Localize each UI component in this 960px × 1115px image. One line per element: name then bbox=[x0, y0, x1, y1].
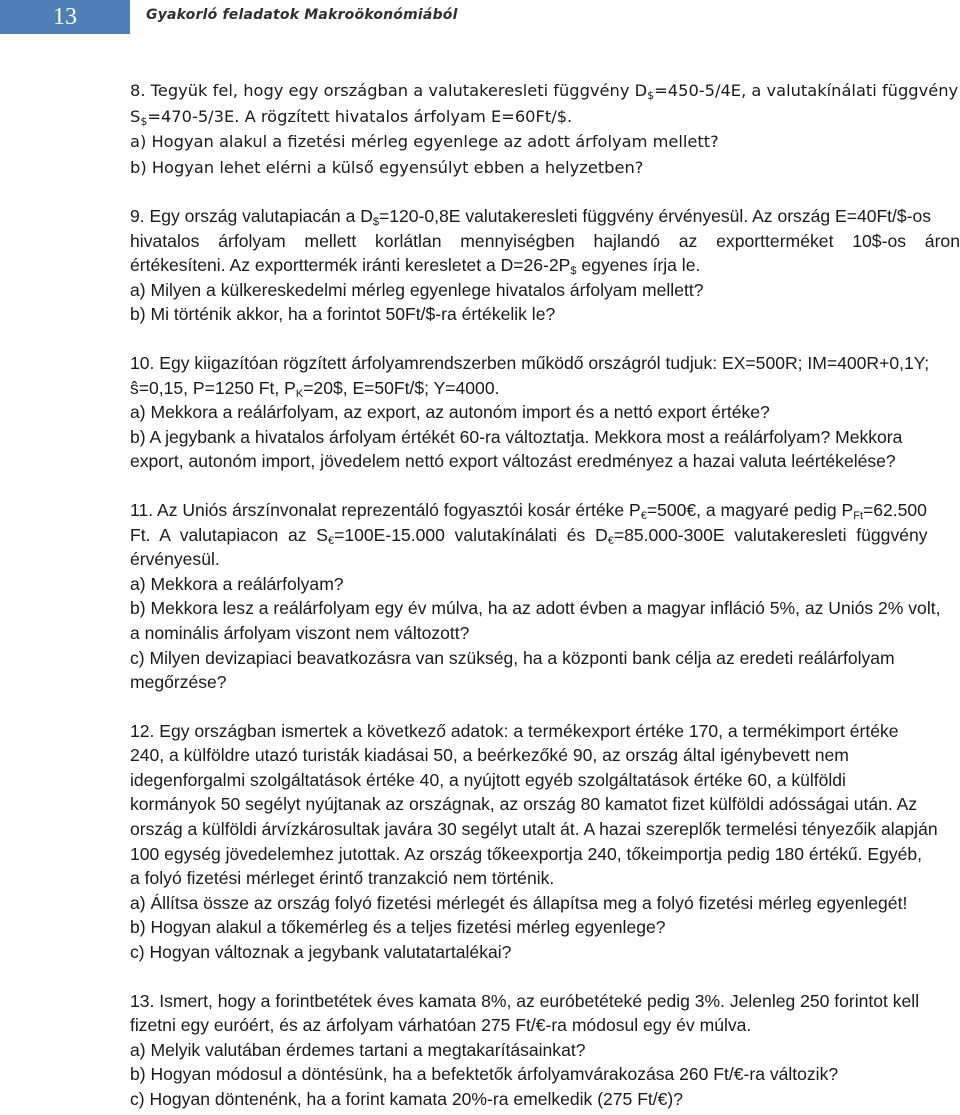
exercise-13-question-c: c) Hogyan döntenénk, ha a forint kamata 20%-ra emelkedik (275 Ft/€)? bbox=[130, 1089, 684, 1109]
exercise-11-question-a: a) Mekkora a reálárfolyam? bbox=[130, 573, 344, 594]
exercise-12-line: 240, a külföldre utazó turisták kiadásai 50, a beérkezőké 90, az ország által igénybevett nem bbox=[130, 745, 849, 766]
exercise-11-line: érvényesül. bbox=[130, 549, 220, 570]
exercise-10-line: 10. Egy kiigazítóan rögzített árfolyamrendszerben működő országról tudjuk: EX=500R; IM=400R+0,1Y; bbox=[130, 352, 930, 373]
exercise-10 bbox=[130, 351, 960, 474]
exercise-13-line: 13. Ismert, hogy a forintbetétek éves kamata 8%, az euróbetéteké pedig 3%. Jelenleg 250 forintot kell bbox=[130, 990, 920, 1011]
exercise-12-line: a folyó fizetési mérleget érintő tranzakció nem történik. bbox=[130, 868, 555, 889]
exercise-9-question-b: b) Mi történik akkor, ha a forintot 50Ft/$-ra értékelik le? bbox=[130, 304, 556, 325]
exercise-12-question-a: a) Állítsa össze az ország folyó fizetési mérlegét és állapítsa meg a folyó fizetési mérleg egyenlegét! bbox=[130, 892, 908, 913]
exercise-12-line: kormányok 50 segélyt nyújtanak az országnak, az ország 80 kamatot fizet külföldi adósságai után. Az bbox=[130, 794, 918, 815]
exercise-9-question-a: a) Milyen a külkereskedelmi mérleg egyenlege hivatalos árfolyam mellett? bbox=[130, 279, 704, 300]
exercise-10-question-a: a) Mekkora a reálárfolyam, az export, az autonóm import és a nettó export értéke? bbox=[130, 402, 770, 423]
exercise-8-line: 8. Tegyük fel, hogy egy országban a valutakeresleti függvény $D_{\$}=450-5/4E$, a valutakínálati függvény bbox=[130, 81, 959, 102]
exercise-11-line: a nominális árfolyam viszont nem változott? bbox=[130, 622, 470, 643]
exercise-8-question-b: b) Hogyan lehet elérni a külső egyensúlyt ebben a helyzetben? bbox=[130, 157, 644, 177]
exercise-11-line: 11. Az Uniós árszínvonalat reprezentáló fogyasztói kosár értéke $P_€=500€$, a magyaré pedig $P_{Ft}=62.500$ bbox=[130, 499, 927, 522]
exercise-8-line: $S_{\$}=470-5/3E$. A rögzített hivatalos árfolyam E=60Ft/$. bbox=[130, 106, 573, 128]
exercise-11 bbox=[130, 498, 960, 695]
page-header bbox=[0, 0, 960, 34]
exercise-13-question-b: b) Hogyan módosul a döntésünk, ha a befektetők árfolyamvárakozása 260 Ft/€-ra változik? bbox=[130, 1064, 839, 1085]
exercise-9-line: hivatalos árfolyam mellett korlátlan mennyiségben hajlandó az exportterméket 10$-os áron bbox=[130, 230, 960, 251]
exercise-8-question-a: a) Hogyan alakul a fizetési mérleg egyenlege az adott árfolyam mellett? bbox=[130, 132, 719, 151]
exercise-content bbox=[130, 78, 960, 1112]
exercise-12-line: idegenforgalmi szolgáltatások értéke 40, a nyújtott egyéb szolgáltatások értéke 60, a külföldi bbox=[130, 769, 846, 790]
exercise-12 bbox=[130, 719, 960, 965]
exercise-10-line: ŝ=0,15, P=1250 Ft, $P_K=20\$$, E=50Ft/$; Y=4000. bbox=[130, 377, 500, 400]
exercise-12-line: 12. Egy országban ismertek a következő adatok: a termékexport értéke 170, a termékimport értéke bbox=[130, 720, 899, 741]
exercise-8 bbox=[130, 78, 960, 180]
exercise-10-question-b: b) A jegybank a hivatalos árfolyam értékét 60-ra változtatja. Mekkora most a reálárfolyam? Mekkora bbox=[130, 426, 903, 447]
exercise-9-line: 9. Egy ország valutapiacán a $D_{\$}=120-0,8E$ valutakeresleti függvény érvényesül. Az ország E=40Ft/$-os bbox=[130, 206, 932, 228]
exercise-12-line: 100 egység jövedelemhez jutottak. Az ország tőkeexportja 240, tőkeimportja pedig 180 értékű. Egyéb, bbox=[130, 843, 923, 864]
exercise-13 bbox=[130, 989, 960, 1112]
exercise-12-line: ország a külföldi árvízkárosultak javára 30 segélyt utalt át. A hazai szereplők termelési tényezőik alapján bbox=[130, 819, 938, 840]
exercise-12-question-c: c) Hogyan változnak a jegybank valutatartalékai? bbox=[130, 942, 512, 963]
exercise-10-line: export, autonóm import, jövedelem nettó export változást eredményez a hazai valuta leértékelése? bbox=[130, 451, 896, 472]
exercise-13-line: fizetni egy euróért, és az árfolyam várhatóan 275 Ft/€-ra módosul egy év múlva. bbox=[130, 1015, 752, 1036]
exercise-11-line: Ft. A valutapiacon az $S_€=100E-15.000$ valutakínálati és $D_€=85.000-300E$ valutakeresleti függvény bbox=[130, 524, 928, 547]
header-title: Gyakorló feladatok Makroökonómiából bbox=[146, 7, 458, 23]
exercise-11-question-c: c) Milyen devizapiaci beavatkozásra van szükség, ha a központi bank célja az eredeti reálárfolyam bbox=[130, 647, 895, 668]
exercise-13-question-a: a) Melyik valutában érdemes tartani a megtakarításainkat? bbox=[130, 1039, 586, 1060]
exercise-12-question-b: b) Hogyan alakul a tőkemérleg és a teljes fizetési mérleg egyenlege? bbox=[130, 917, 666, 938]
exercise-11-line: megőrzése? bbox=[130, 672, 227, 693]
exercise-9 bbox=[130, 204, 960, 327]
exercise-9-line: értékesíteni. Az exporttermék iránti keresletet a $D=26-2P_{\$}$ egyenes írja le. bbox=[130, 255, 701, 278]
page-number: 13 bbox=[0, 0, 130, 34]
exercise-11-question-b: b) Mekkora lesz a reálárfolyam egy év múlva, ha az adott évben a magyar infláció 5%, az Uniós 2% volt, bbox=[130, 598, 941, 619]
